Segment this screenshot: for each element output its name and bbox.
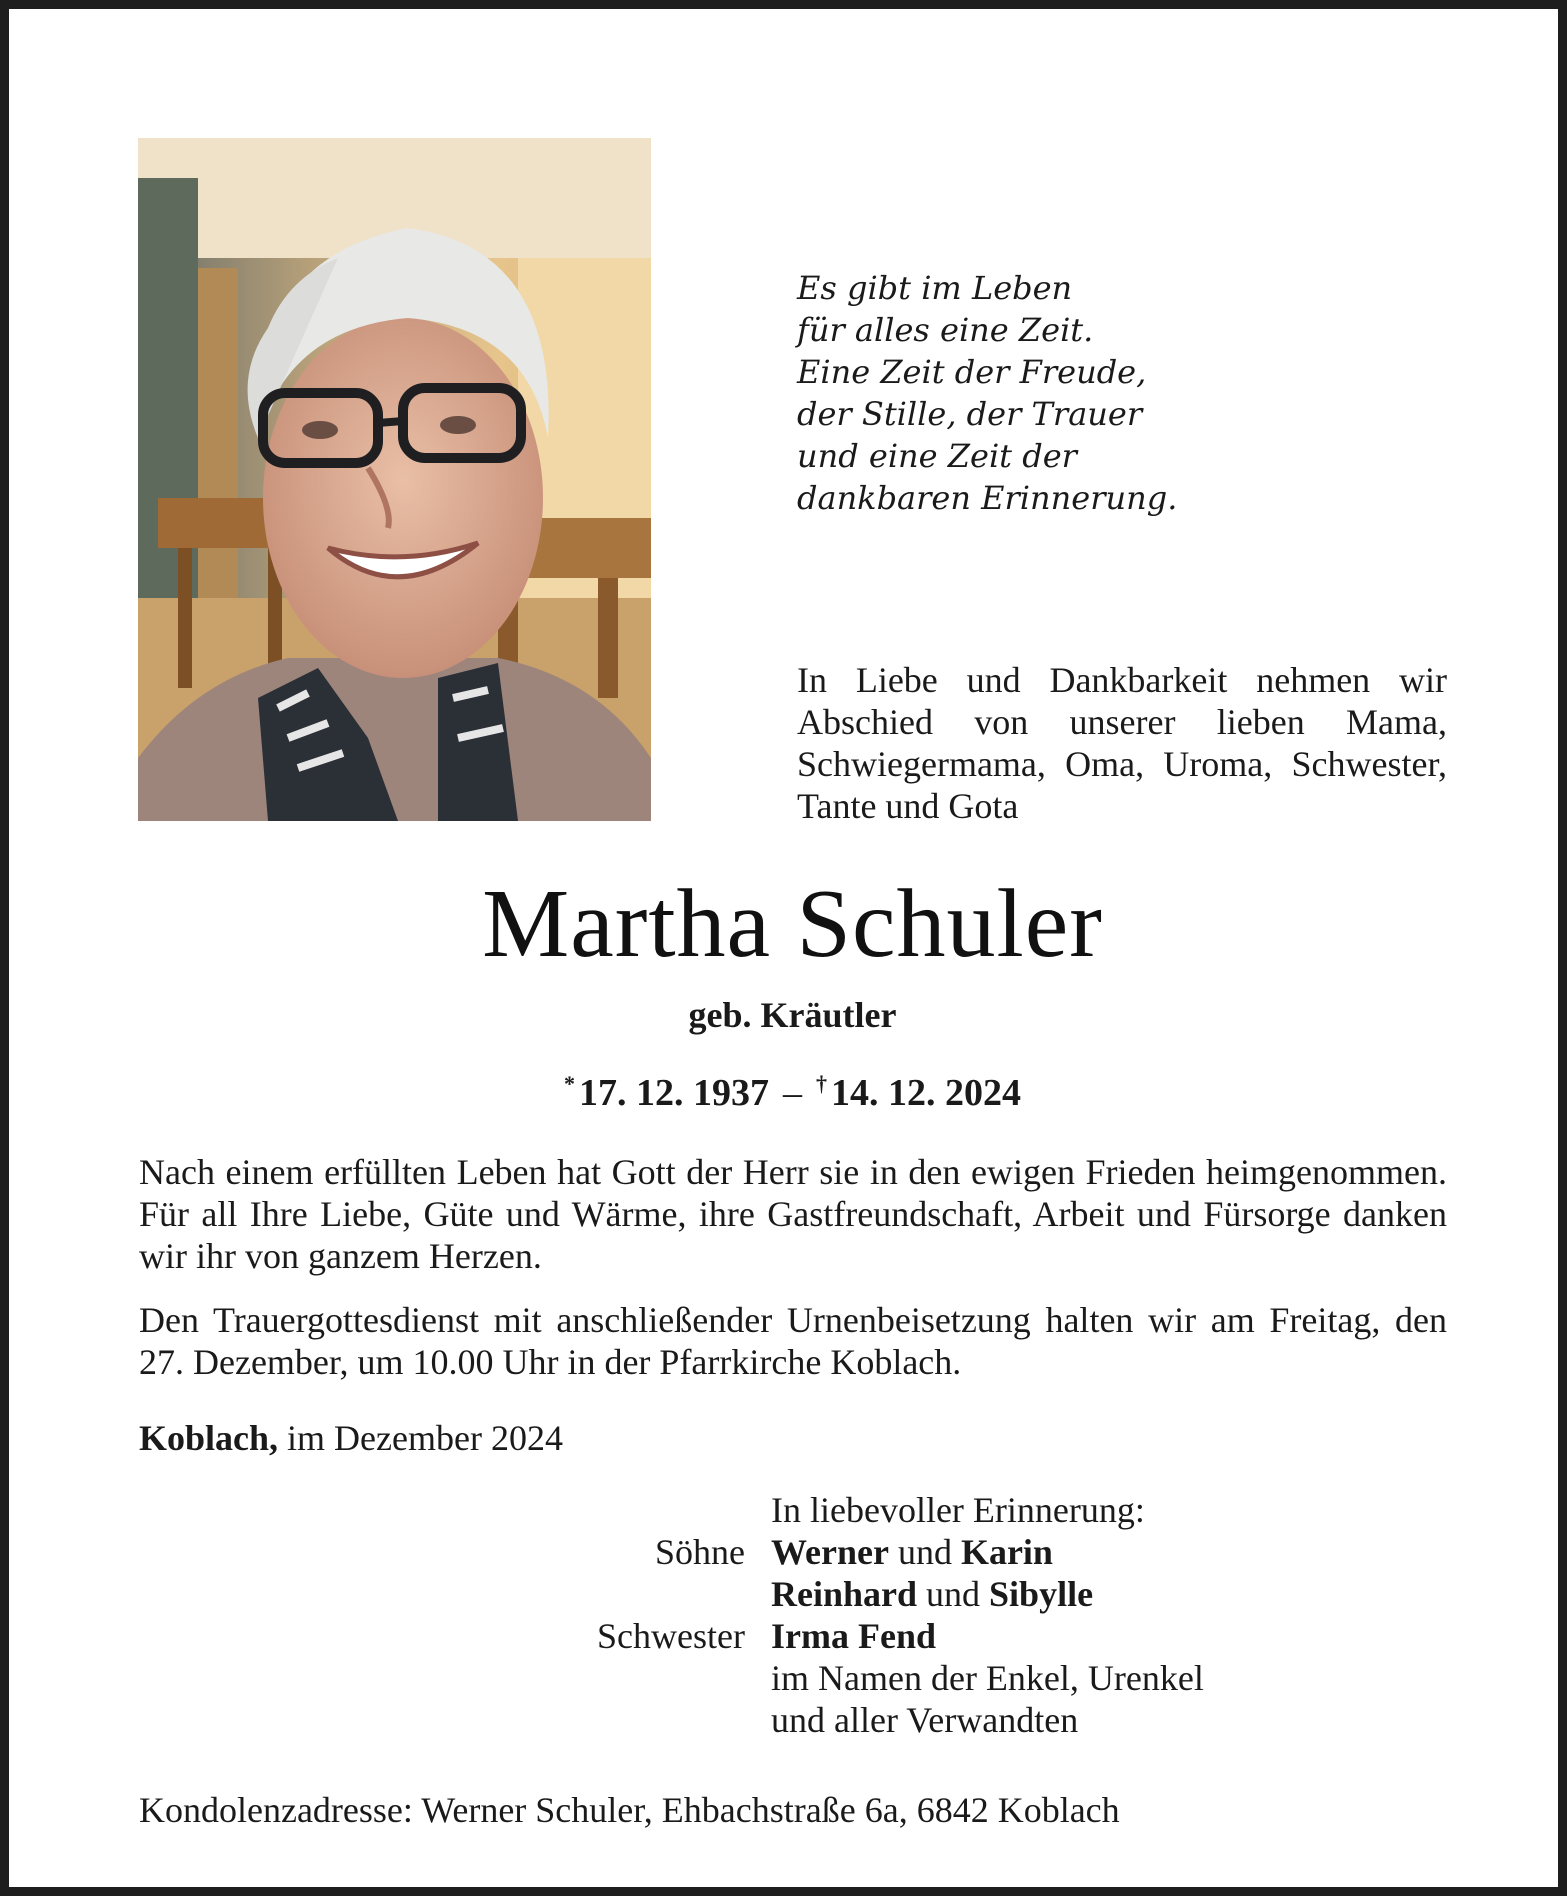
poem-line: Es gibt im Leben — [797, 269, 1073, 307]
mourner-name: Irma Fend — [771, 1616, 936, 1656]
portrait-image — [138, 138, 651, 821]
poem-line: dankbaren Erinnerung. — [797, 479, 1178, 517]
mourner-name: Sibylle — [989, 1574, 1094, 1614]
mourners-closing-row — [509, 1699, 1509, 1741]
farewell-text: In Liebe und Dankbarkeit nehmen wir Abschied von unserer lieben Mama, Schwiegermama, Oma, Uroma, Schwester, Tante und Gota — [797, 660, 1447, 826]
poem-line: für alles eine Zeit. — [797, 311, 1094, 349]
death-symbol: † — [816, 1071, 827, 1096]
paragraph-service: Den Trauergottesdienst mit anschließender Urnenbeisetzung halten wir am Freitag, den 27. Dezember, um 10.00 Uhr in der Pfarrkirche Koblach. — [139, 1300, 1447, 1382]
place-date — [139, 1417, 563, 1459]
mourner-row — [509, 1615, 1509, 1657]
maiden-name: geb. Kräutler — [688, 995, 897, 1035]
date-separator: – — [783, 1072, 802, 1114]
mourner-name: Reinhard — [771, 1574, 918, 1614]
paragraph-life: Nach einem erfüllten Leben hat Gott der Herr sie in den ewigen Frieden heimgenommen. Für all Ihre Liebe, Güte und Wärme, ihre Gastfreundschaft, Arbeit und Fürsorge danken wir ihr von ganzem Herzen. — [139, 1152, 1447, 1276]
mourners-closing: im Namen der Enkel, Urenkel — [771, 1658, 1204, 1698]
mourners-closing: und aller Verwandten — [771, 1700, 1079, 1740]
mourners-closing-row — [509, 1657, 1509, 1699]
poem-line: der Stille, der Trauer — [797, 395, 1143, 433]
poem — [797, 267, 1447, 519]
and-text: und — [917, 1574, 990, 1614]
poem-line: und eine Zeit der — [797, 437, 1077, 475]
birth-date: 17. 12. 1937 — [579, 1072, 769, 1114]
and-text: und — [888, 1532, 961, 1572]
date-text: im Dezember 2024 — [278, 1418, 563, 1458]
birth-symbol: * — [564, 1071, 575, 1096]
life-dates — [9, 1062, 1567, 1115]
relation-label: Schwester — [597, 1616, 745, 1656]
mourner-row — [509, 1573, 1509, 1615]
mourners-intro-row — [509, 1489, 1509, 1531]
place-name: Koblach, — [139, 1418, 279, 1458]
mourner-name: Werner — [771, 1532, 889, 1572]
mourner-name: Karin — [960, 1532, 1053, 1572]
deceased-name: Martha Schuler — [482, 870, 1103, 978]
death-date: 14. 12. 2024 — [831, 1072, 1021, 1114]
condolence-address: Kondolenzadresse: Werner Schuler, Ehbachstraße 6a, 6842 Koblach — [139, 1790, 1120, 1830]
mourners-intro: In liebevoller Erinnerung: — [771, 1490, 1145, 1530]
portrait-photo — [138, 138, 651, 821]
poem-line: Eine Zeit der Freude, — [797, 353, 1147, 391]
mourner-row — [509, 1531, 1509, 1573]
relation-label: Söhne — [655, 1532, 745, 1572]
mourners-list — [509, 1489, 1509, 1741]
